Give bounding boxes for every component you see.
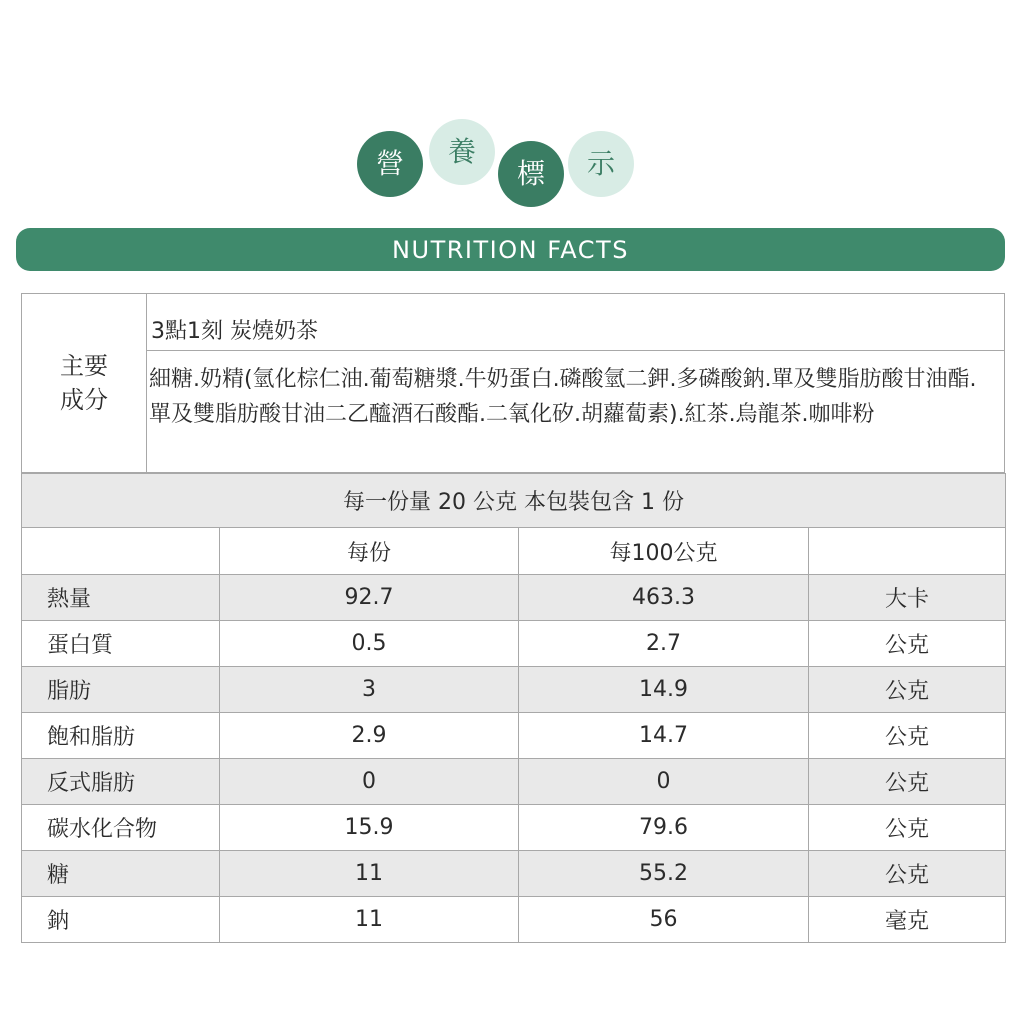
nutrient-name: 飽和脂肪 xyxy=(22,713,220,759)
value-per-100g: 0 xyxy=(519,759,809,805)
logo-char-3: 標 xyxy=(498,141,564,207)
table-row xyxy=(22,759,1006,805)
ingredients-label-line1: 主要 xyxy=(60,352,108,380)
value-per-serving: 0.5 xyxy=(220,621,519,667)
banner-title: NUTRITION FACTS xyxy=(392,235,629,264)
unit: 公克 xyxy=(809,805,1006,851)
nutrient-name: 反式脂肪 xyxy=(22,759,220,805)
product-name: 3點1刻 炭燒奶茶 xyxy=(147,294,1004,351)
unit: 公克 xyxy=(809,713,1006,759)
serving-info: 每一份量 20 公克 本包裝包含 1 份 xyxy=(22,474,1006,528)
value-per-serving: 3 xyxy=(220,667,519,713)
ingredients-label-line2: 成分 xyxy=(60,386,108,414)
table-row xyxy=(22,575,1006,621)
nutrient-name: 熱量 xyxy=(22,575,220,621)
value-per-100g: 56 xyxy=(519,897,809,943)
table-row xyxy=(22,897,1006,943)
unit: 毫克 xyxy=(809,897,1006,943)
nutrient-name: 脂肪 xyxy=(22,667,220,713)
nutrient-name: 鈉 xyxy=(22,897,220,943)
value-per-serving: 0 xyxy=(220,759,519,805)
table-row xyxy=(22,667,1006,713)
value-per-serving: 11 xyxy=(220,851,519,897)
table-row xyxy=(22,805,1006,851)
unit: 公克 xyxy=(809,621,1006,667)
table-row xyxy=(22,851,1006,897)
nutrition-facts-banner xyxy=(16,228,1005,271)
header-per-100g: 每100公克 xyxy=(519,528,809,575)
table-row xyxy=(22,621,1006,667)
ingredients-list: 細糖.奶精(氫化棕仁油.葡萄糖漿.牛奶蛋白.磷酸氫二鉀.多磷酸鈉.單及雙脂肪酸甘油酯.單及雙脂肪酸甘油二乙醯酒石酸酯.二氧化矽.胡蘿蔔素).紅茶.烏龍茶.咖啡粉 xyxy=(149,367,977,427)
value-per-serving: 11 xyxy=(220,897,519,943)
ingredients-box xyxy=(21,293,1005,473)
unit: 公克 xyxy=(809,667,1006,713)
table-row xyxy=(22,713,1006,759)
header-row xyxy=(22,528,1006,575)
logo-char-2: 養 xyxy=(429,119,495,185)
logo-char-1: 營 xyxy=(357,131,423,197)
value-per-serving: 15.9 xyxy=(220,805,519,851)
nutrient-name: 蛋白質 xyxy=(22,621,220,667)
nutrient-name: 碳水化合物 xyxy=(22,805,220,851)
unit: 公克 xyxy=(809,851,1006,897)
header-per-serving: 每份 xyxy=(220,528,519,575)
logo-char-4: 示 xyxy=(568,131,634,197)
value-per-serving: 92.7 xyxy=(220,575,519,621)
unit: 大卡 xyxy=(809,575,1006,621)
value-per-100g: 55.2 xyxy=(519,851,809,897)
value-per-serving: 2.9 xyxy=(220,713,519,759)
nutrition-table xyxy=(21,473,1006,943)
unit: 公克 xyxy=(809,759,1006,805)
value-per-100g: 463.3 xyxy=(519,575,809,621)
value-per-100g: 79.6 xyxy=(519,805,809,851)
nutrient-name: 糖 xyxy=(22,851,220,897)
serving-row xyxy=(22,474,1006,528)
value-per-100g: 2.7 xyxy=(519,621,809,667)
header-blank xyxy=(22,528,220,575)
header-unit-blank xyxy=(809,528,1006,575)
value-per-100g: 14.9 xyxy=(519,667,809,713)
ingredients-label xyxy=(22,294,147,472)
value-per-100g: 14.7 xyxy=(519,713,809,759)
